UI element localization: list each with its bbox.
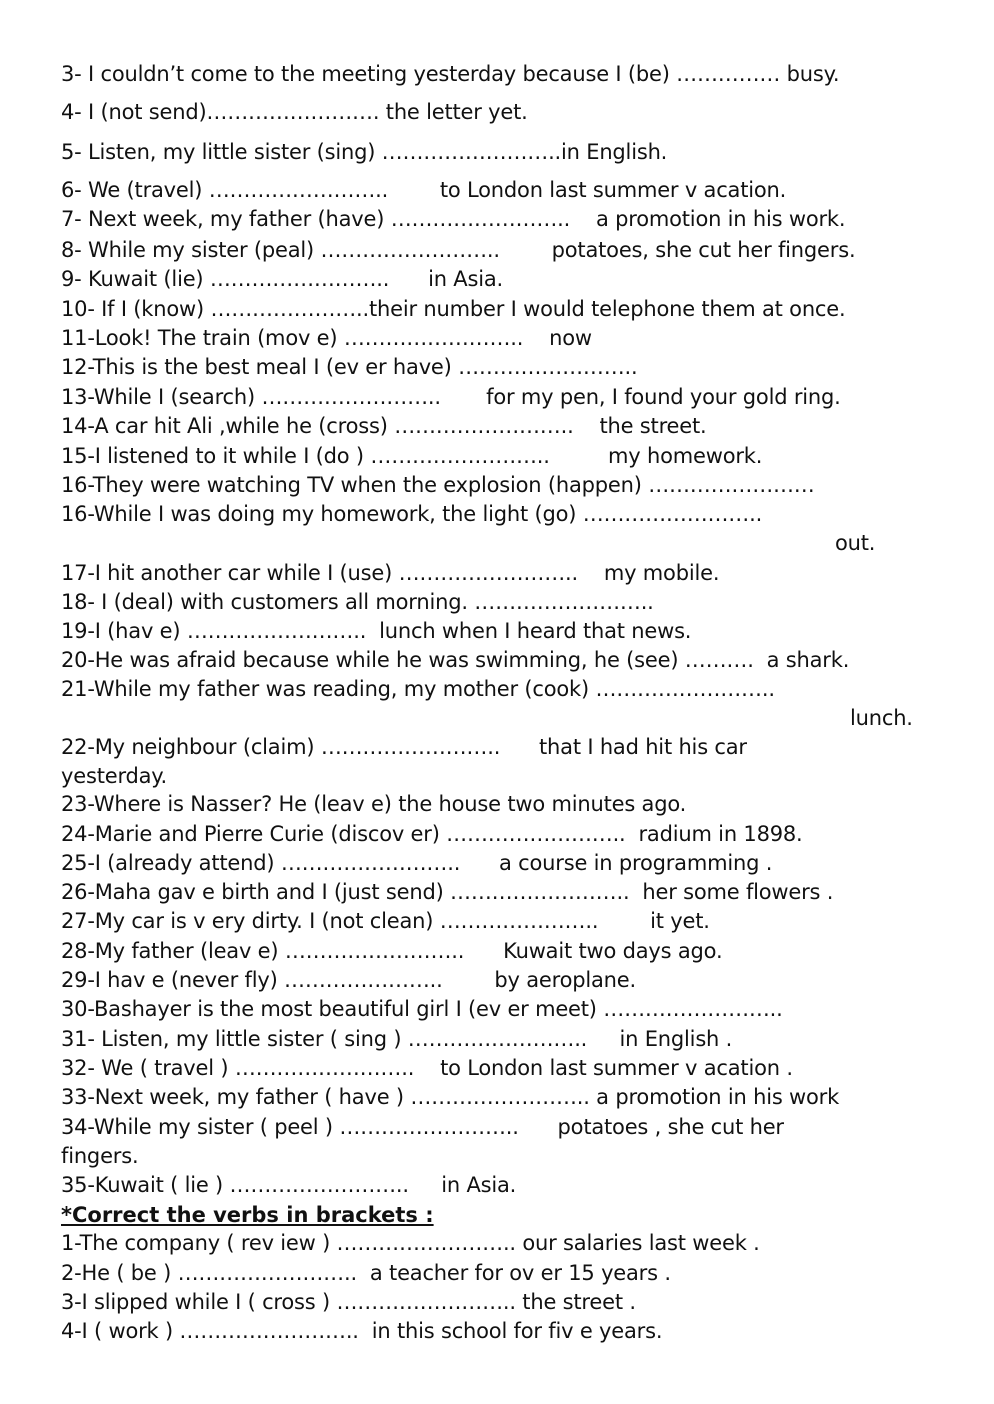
exercise-line: 5- Listen, my little sister (sing) ……………………..in English. — [61, 140, 668, 164]
exercise-line-continuation: yesterday. — [61, 764, 168, 788]
exercise-line: 30-Bashayer is the most beautiful girl I (ev er meet) …………………….. — [61, 997, 783, 1021]
exercise-line: 18- I (deal) with customers all morning. …………………….. — [61, 590, 654, 614]
exercise-line: 27-My car is v ery dirty. I (not clean) ………………….. it yet. — [61, 909, 710, 933]
exercise-line: 7- Next week, my father (have) …………………….. a promotion in his work. — [61, 207, 846, 231]
exercise-line-continuation: out. — [835, 531, 876, 555]
exercise-line: 35-Kuwait ( lie ) …………………….. in Asia. — [61, 1173, 517, 1197]
exercise-line: 9- Kuwait (lie) …………………….. in Asia. — [61, 267, 503, 291]
section-line: 3-I slipped while I ( cross ) …………………….. the street . — [61, 1290, 636, 1314]
exercise-line: 17-I hit another car while I (use) …………………….. my mobile. — [61, 561, 720, 585]
exercise-line: 12-This is the best meal I (ev er have) …………………….. — [61, 355, 638, 379]
exercise-line: 26-Maha gav e birth and I (just send) …………………….. her some flowers . — [61, 880, 834, 904]
section-line: 2-He ( be ) …………………….. a teacher for ov er 15 years . — [61, 1261, 671, 1285]
exercise-line: 24-Marie and Pierre Curie (discov er) …………………….. radium in 1898. — [61, 822, 803, 846]
exercise-line: 14-A car hit Ali ,while he (cross) …………………….. the street. — [61, 414, 707, 438]
exercise-line-continuation: fingers. — [61, 1144, 139, 1168]
exercise-line: 4- I (not send)……………………. the letter yet. — [61, 100, 528, 124]
exercise-line: 13-While I (search) …………………….. for my pen, I found your gold ring. — [61, 385, 841, 409]
exercise-line: 16-While I was doing my homework, the light (go) …………………….. — [61, 502, 763, 526]
exercise-line: 6- We (travel) …………………….. to London last summer v acation. — [61, 178, 787, 202]
exercise-line: 15-I listened to it while I (do ) …………………….. my homework. — [61, 444, 763, 468]
exercise-line: 22-My neighbour (claim) …………………….. that I had hit his car — [61, 735, 747, 759]
exercise-line: 3- I couldn’t come to the meeting yesterday because I (be) …………… busy. — [61, 62, 840, 86]
exercise-line: 20-He was afraid because while he was swimming, he (see) ………. a shark. — [61, 648, 850, 672]
section-heading: *Correct the verbs in brackets : — [61, 1203, 434, 1227]
exercise-line: 19-I (hav e) …………………….. lunch when I heard that news. — [61, 619, 692, 643]
section-line: 1-The company ( rev iew ) …………………….. our salaries last week . — [61, 1231, 760, 1255]
exercise-line: 32- We ( travel ) …………………….. to London last summer v acation . — [61, 1056, 793, 1080]
exercise-line: 10- If I (know) …………………..their number I would telephone them at once. — [61, 297, 846, 321]
exercise-line: 28-My father (leav e) …………………….. Kuwait two days ago. — [61, 939, 723, 963]
exercise-line: 21-While my father was reading, my mother (cook) …………………….. — [61, 677, 775, 701]
exercise-line: 8- While my sister (peal) …………………….. potatoes, she cut her fingers. — [61, 238, 856, 262]
exercise-line: 31- Listen, my little sister ( sing ) …………………….. in English . — [61, 1027, 733, 1051]
exercise-line-continuation: lunch. — [850, 706, 913, 730]
exercise-line: 11-Look! The train (mov e) …………………….. now — [61, 326, 592, 350]
exercise-line: 33-Next week, my father ( have ) …………………….. a promotion in his work — [61, 1085, 840, 1109]
exercise-line: 23-Where is Nasser? He (leav e) the house two minutes ago. — [61, 792, 687, 816]
exercise-line: 34-While my sister ( peel ) …………………….. potatoes , she cut her — [61, 1115, 784, 1139]
section-line: 4-I ( work ) …………………….. in this school for fiv e years. — [61, 1319, 663, 1343]
exercise-line: 25-I (already attend) …………………….. a course in programming . — [61, 851, 773, 875]
exercise-line: 16-They were watching TV when the explosion (happen) …………………… — [61, 473, 815, 497]
exercise-line: 29-I hav e (never fly) ………………….. by aeroplane. — [61, 968, 636, 992]
